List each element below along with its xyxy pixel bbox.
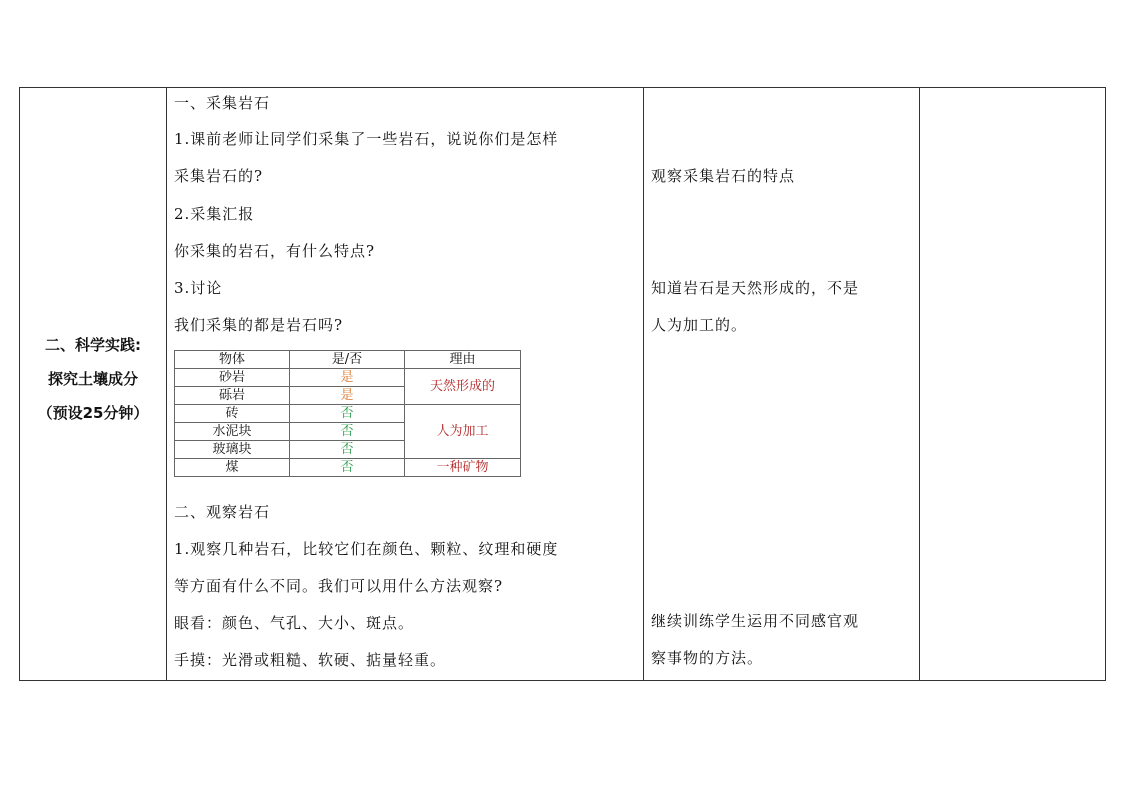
phase-line-1: 二、科学实践: (45, 336, 141, 354)
section2-title: 二、观察岩石 (174, 503, 271, 521)
question2-title: 2.采集汇报 (174, 205, 255, 223)
intent-note-3-line2: 察事物的方法。 (651, 649, 764, 667)
observe-hand: 手摸：光滑或粗糙、软硬、掂量轻重。 (174, 651, 447, 669)
lesson-plan-table (19, 87, 1106, 681)
reason-cell: 一种矿物 (405, 459, 521, 477)
table-header-row (175, 351, 521, 369)
answer-cell: 是 (290, 369, 405, 387)
table-row (175, 405, 521, 423)
table-row (175, 369, 521, 387)
phase-title (20, 328, 166, 430)
intent-note-2-line1: 知道岩石是天然形成的，不是 (651, 279, 860, 297)
header-answer: 是/否 (290, 351, 405, 369)
header-reason: 理由 (405, 351, 521, 369)
intent-note-2-line2: 人为加工的。 (651, 316, 748, 334)
intent-note-1: 观察采集岩石的特点 (651, 167, 796, 185)
observe-eye: 眼看：颜色、气孔、大小、斑点。 (174, 614, 415, 632)
design-intent-cell (644, 88, 920, 681)
question3-text: 我们采集的都是岩石吗? (174, 316, 344, 334)
object-cell: 玻璃块 (175, 441, 290, 459)
question2-text: 你采集的岩石，有什么特点? (174, 242, 376, 260)
activities-cell (167, 88, 644, 681)
answer-cell: 否 (290, 405, 405, 423)
intent-note-3-line1: 继续训练学生运用不同感官观 (651, 612, 860, 630)
question3-title: 3.讨论 (174, 279, 223, 297)
object-cell: 砂岩 (175, 369, 290, 387)
phase-line-3: （预设25分钟） (37, 404, 149, 422)
question1-line1: 1.课前老师让同学们采集了一些岩石，说说你们是怎样 (174, 130, 559, 148)
object-cell: 煤 (175, 459, 290, 477)
rock-classification-table (174, 350, 521, 477)
phase-line-2: 探究土壤成分 (47, 370, 138, 388)
reason-cell: 天然形成的 (405, 369, 521, 405)
object-cell: 水泥块 (175, 423, 290, 441)
answer-cell: 否 (290, 423, 405, 441)
answer-cell: 否 (290, 441, 405, 459)
observe-line2: 等方面有什么不同。我们可以用什么方法观察? (174, 577, 504, 595)
section1-title: 一、采集岩石 (174, 94, 271, 112)
table-row (175, 459, 521, 477)
reason-cell: 人为加工 (405, 405, 521, 459)
object-cell: 砖 (175, 405, 290, 423)
answer-cell: 是 (290, 387, 405, 405)
answer-cell: 否 (290, 459, 405, 477)
question1-line2: 采集岩石的? (174, 167, 264, 185)
object-cell: 砾岩 (175, 387, 290, 405)
observe-line1: 1.观察几种岩石，比较它们在颜色、颗粒、纹理和硬度 (174, 540, 559, 558)
header-object: 物体 (175, 351, 290, 369)
phase-cell (20, 88, 167, 681)
notes-cell (920, 88, 1106, 681)
